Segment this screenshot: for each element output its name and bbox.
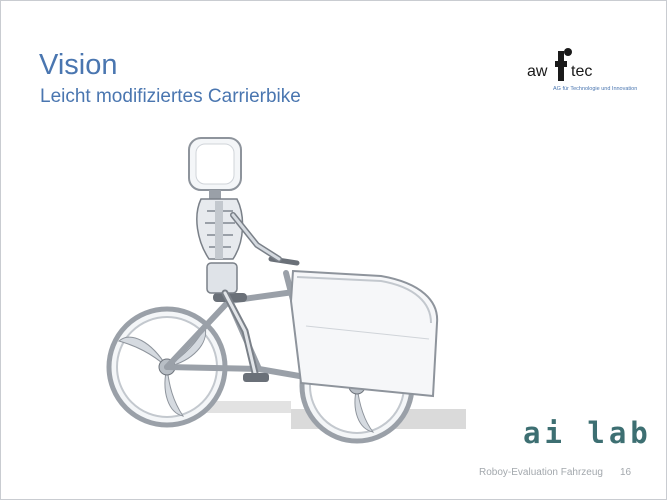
logo-tagline: AG für Technologie und Innovation (553, 86, 638, 92)
logo-text-aw: aw (527, 63, 548, 80)
awtec-logo (521, 47, 641, 97)
page-number: 16 (620, 467, 632, 478)
roboy-carrierbike-illustration (96, 131, 476, 451)
slide-title: Vision (39, 49, 118, 81)
logo-mark-icon (551, 47, 573, 83)
ai-lab-logo: ai lab (523, 416, 652, 450)
cargo-box (291, 271, 437, 396)
footer-text: Roboy-Evaluation Fahrzeug (479, 467, 603, 478)
robot-foot (243, 373, 269, 382)
logo-text-tec: tec (571, 63, 593, 80)
slide-subtitle: Leicht modifiziertes Carrierbike (40, 86, 301, 107)
